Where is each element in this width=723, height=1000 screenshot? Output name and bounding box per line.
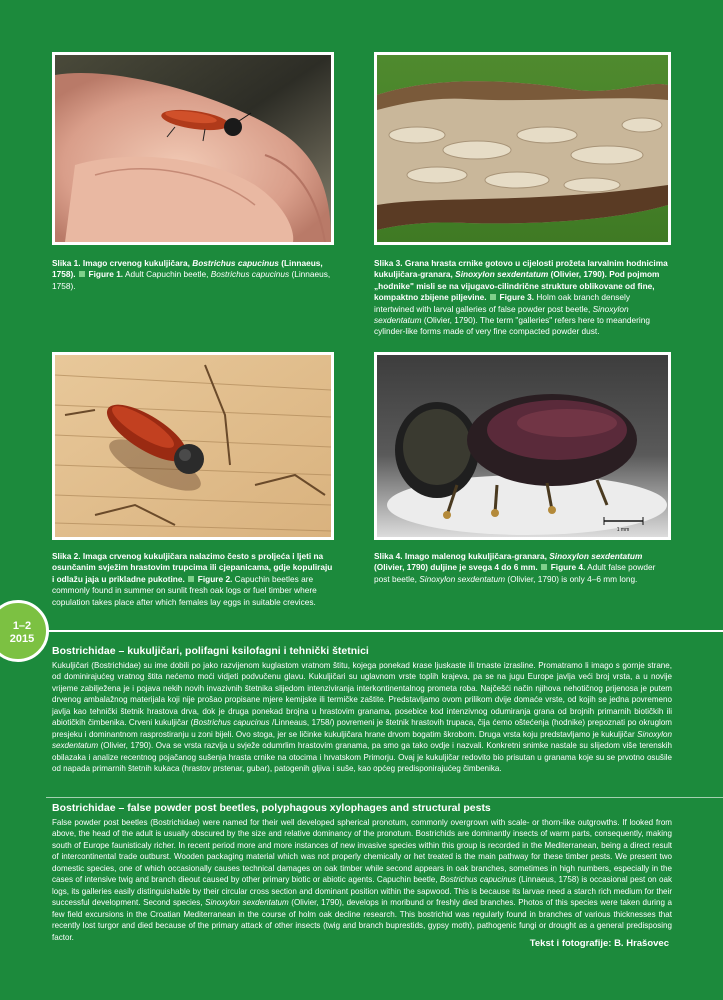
photo-figure-2 — [52, 352, 334, 540]
section-divider — [46, 630, 723, 632]
bullet-square-icon — [79, 271, 85, 277]
scale-bar-label: 1 mm — [616, 527, 630, 533]
photo-figure-3 — [374, 52, 671, 245]
caption-figure-3: Slika 3. Grana hrasta crnike gotovo u cijelosti prožeta larvalnim hodnicima kukuljičara-granara, Sinoxylon sexdentatum (Olivier, 1790). Pod pojmom „hodnike" misli se na vijugavo-cilindrične strukture oblikovane od fine, kompaktno zbijene piljevine. Figure 3. Holm oak branch densely intertwined with larval galleries of false powder post beetle, Sinoxylon sexdentatum (Olivier, 1790). The term "galleries" refers here to meandering cylinder-like forms made of very fine compacted powder dust. — [374, 258, 668, 337]
bullet-square-icon — [188, 576, 194, 582]
photo-figure-4-image — [377, 355, 668, 537]
photo-figure-3-image — [377, 55, 668, 242]
article-heading-en: Bostrichidae – false powder post beetles, polyphagous xylophages and structural pests — [52, 802, 491, 814]
caption-figure-1: Slika 1. Imago crvenog kukuljičara, Bostrichus capucinus (Linnaeus, 1758). Figure 1. Adult Capuchin beetle, Bostrichus capucinus (Linnaeus, 1758). — [52, 258, 331, 291]
photo-figure-2-image — [55, 355, 331, 537]
issue-number: 1–2 — [12, 620, 32, 632]
bullet-square-icon — [541, 564, 547, 570]
article-body-en: False powder post beetles (Bostrichidae) were named for their well developed spherical pronotum, commonly overgrown with scale- or thorn-like outgrowths. If looked from above, the head of the adult is usually obscured by the size and relative dominancy of the pronotum. Bostrichids are dominantly insects of warm parts, consequently, making south of Europe faunisticaly richer. In recent period more and more instances of new invasive species within this group is recorded in the Mediterranean, being a direct result of intercontinental trade outburst. Wooden packaging material which was not properly chemically or het treated is the main pathway for these timber pests. We present two domestic species, one of which occasionally causes technical damages on oak timber while second appears in oak branches, sometimes in high numbers, especially in the cases of intensive twig and branch dieout caused by other primary biotic or abiotic agents. Capuchin beetle, Bostrichus capucinus (Linnaeus, 1758) is occasional pest on oak logs, its galleries easily distinguishable by their circular cross section and dominant position within the sapwood. This is because its larvae need a starch rich medium for their successful development. Second species, Sinoxylon sexdentatum (Olivier, 1790), develops in moribund or freshly died branches. Photos of this species were taken during a few field excursions in the Croatian Mediterranean in the course of holm oak decline research. This bostrichid was regularly found in branches of various thicknesses that recently lost turgor and died because of the primary attack of other insects (twig and branch buprestids, gypsy moth), pathogenic fungi or drought as a general predisposing factor. — [52, 818, 672, 942]
issue-badge — [0, 600, 49, 662]
issue-year: 2015 — [9, 633, 35, 645]
photo-figure-1 — [52, 52, 334, 245]
bullet-square-icon — [490, 294, 496, 300]
article-body-hr: Kukuljičari (Bostrichidae) su ime dobili po jako razvijenom kuglastom vratnom štitu, kojega ponekad krase ljuskaste ili trnaste izrasline. Promatramo li imago s gornje strane, od dominirajućeg vratnog štita nećemo moći vidjeti podvučenu glavu. Kukuljičari su uglavnom vrste toplih krajeva, pa se na jugu Europe javlja veći broj vrsta, a u novije vrijeme zabilježena je i pojava nekih novih invazivnih štetnika slijedom intenziviranja interkontinentalnog prometa roba. Najčešći način njihova nehotičnog prijenosa je putem drvenog ambalažnog materijala koji nije prošao propisane mjere kemijske ili termičke zaštite. Predstavljamo ovom prilikom dvije domaće vrste, od kojih se jedna povremeno javlja kao tehnički štetnik hrastova drva, dok je druga ponekad brojna u hrastovim granama, posebice kod intenzivnog odumiranja grana od brojnih primarnih biotičkih ili abiotičkih čimbenika. Crveni kukuljičar (Bostrichus capucinus /Linneaus, 1758/) povremeni je štetnik hrastovih trupaca, čija ćemo oštećenja (hodnike) prepoznati po okruglom presjeku i dominantnom rasprostiranju u zoni bijeli. Ovo stoga, jer se ličinke kukuljičara hrane drvom bogatim škrobom. Druga vrsta koju predstavljamo je kukuljičar Sinoxylon sexdentatum (Olivier, 1790). Ova se vrsta razvija u svježe odumrlim hrastovim granama, pa smo ga tako ovdje i nazvali. Konkretni snimke nastale su slijedom više terenskih obilazaka i analize recentnog pojačanog sušenja hrasta crnike na otocima i hrvatskom Primorju. Ovaj je kukuljičar redovito bio prisutan u granama koje su se prvotno osušile od napada primarnih štetnih kukaca (hrastov prstenar, gubar), patogenih gljiva i suše, kao općeg predisponirajućeg čimbenika. — [52, 661, 673, 774]
article-separator — [46, 797, 723, 798]
photo-figure-1-image — [55, 55, 331, 242]
photo-credit: Tekst i fotografije: B. Hrašovec — [529, 938, 669, 949]
caption-figure-2: Slika 2. Imaga crvenog kukuljičara nalazimo često s proljeća i ljeti na osunčanim svježim hrastovim trupcima ili cjepanicama, gdje kopuliraju i odlažu jaja u prikladne pukotine. Figure 2. Capuchin beetles are commonly found in summer on sunlit fresh oak logs or fuel timber where copulation takes place after which females lay eggs in suitable crevices. — [52, 551, 333, 607]
caption-figure-4: Slika 4. Imago malenog kukuljičara-granara, Sinoxylon sexdentatum (Olivier, 1790) duljine je svega 4 do 6 mm. Figure 4. Adult false powder post beetle, Sinoxylon sexdentatum (Olivier, 1790) is only 4–6 mm long. — [374, 551, 656, 584]
photo-figure-4 — [374, 352, 671, 540]
article-heading-hr: Bostrichidae – kukuljičari, polifagni ksilofagni i tehnički štetnici — [52, 645, 369, 657]
